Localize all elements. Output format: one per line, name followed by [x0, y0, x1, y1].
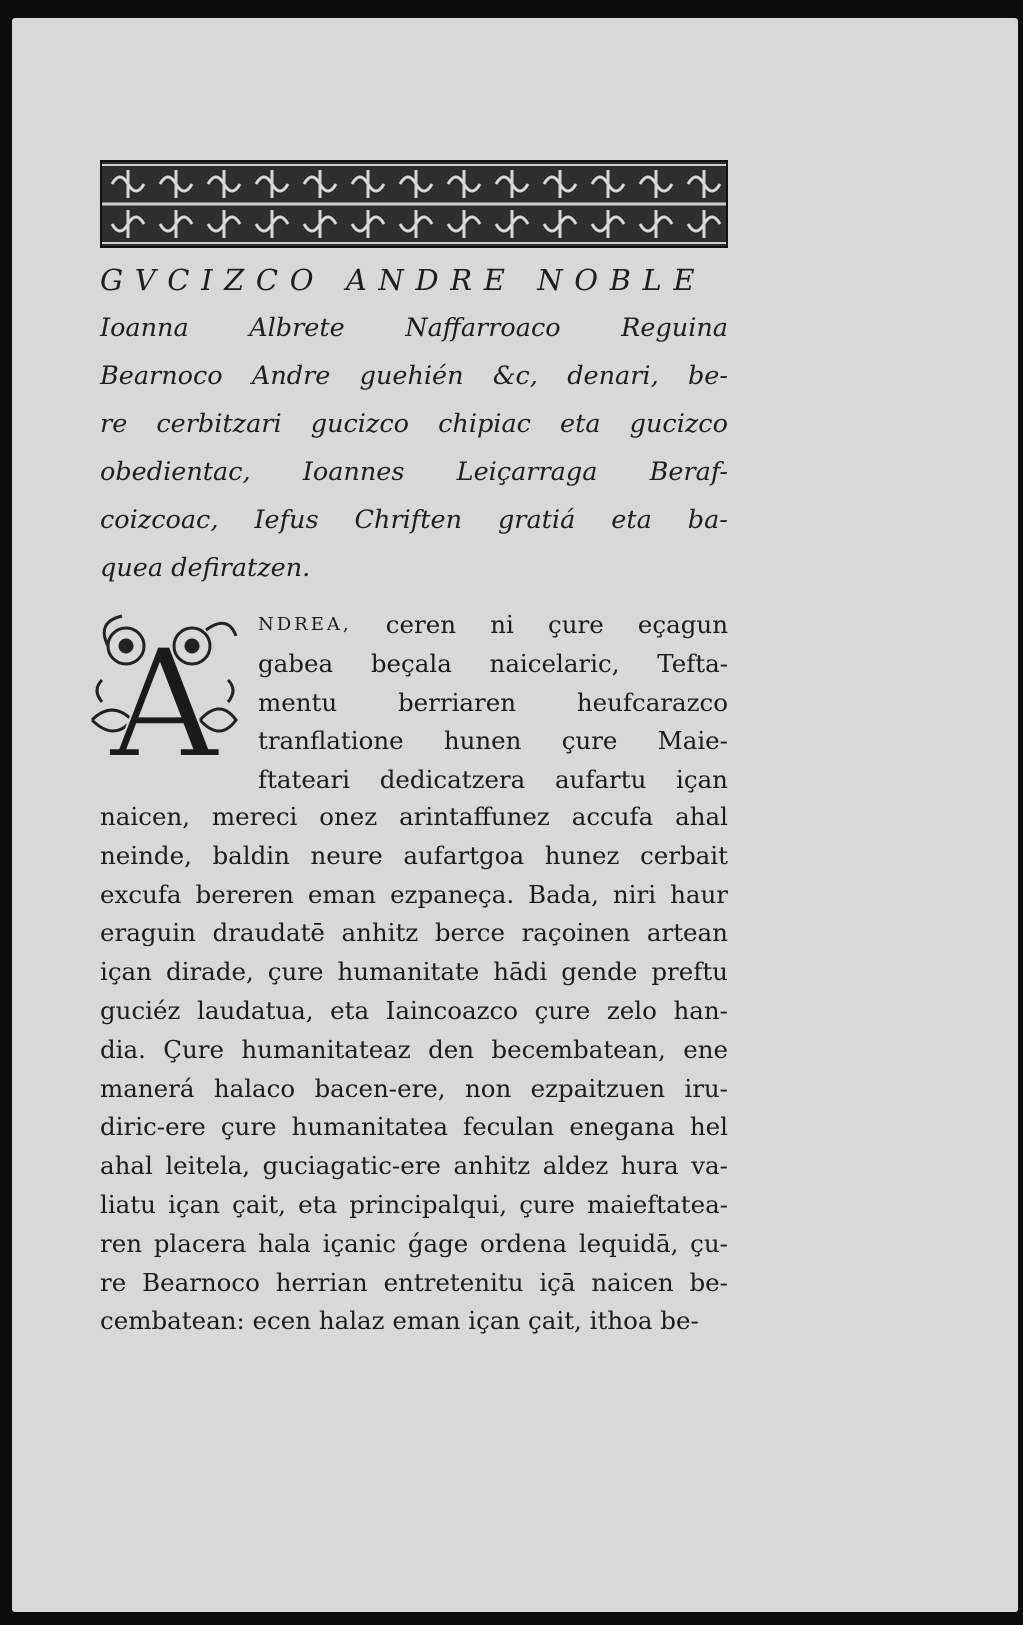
word: aldez — [542, 1151, 609, 1181]
word: Chriften — [354, 505, 462, 535]
word: içan — [676, 765, 728, 795]
word: heufcarazco — [576, 687, 728, 717]
word: Bearnoco — [100, 361, 223, 391]
word: içan — [468, 1306, 521, 1336]
text-line — [258, 645, 728, 684]
word: mereci — [211, 802, 298, 831]
word: Iaincoazco — [385, 995, 519, 1025]
word: berce — [434, 918, 505, 948]
word: hura — [620, 1151, 679, 1181]
word: manerá — [100, 1073, 195, 1103]
word: va- — [691, 1151, 728, 1181]
text-line — [100, 876, 728, 915]
word: liatu — [100, 1189, 156, 1219]
word: &c, — [492, 361, 538, 391]
word: ceren — [385, 610, 457, 639]
word: entretenitu — [383, 1267, 524, 1297]
word: cerbait — [640, 840, 728, 870]
word: dia. — [100, 1034, 146, 1064]
word: içan — [100, 957, 152, 987]
word: ecen — [252, 1306, 312, 1336]
word: hunen — [443, 726, 522, 756]
word: Çure — [163, 1034, 225, 1064]
word: gucizco — [310, 409, 410, 439]
word: gucizco — [629, 409, 728, 439]
word: Bada, — [528, 879, 599, 909]
word: placera — [153, 1228, 247, 1258]
word: haur — [670, 879, 728, 909]
decorated-initial-a-icon — [88, 610, 240, 768]
text-line — [100, 544, 728, 592]
word: niri — [612, 879, 657, 909]
text-line — [100, 1147, 728, 1186]
word: zelo — [606, 995, 657, 1025]
page-content — [86, 160, 726, 1341]
word: dirade, — [165, 957, 254, 987]
text-line — [100, 1225, 728, 1264]
word: enegana — [569, 1112, 675, 1142]
word: be- — [660, 1306, 699, 1336]
heading-lines — [100, 304, 728, 592]
word: arintaffunez — [399, 802, 550, 831]
word: Maie- — [657, 726, 728, 756]
word: naicelaric, — [489, 648, 620, 678]
word: çure — [267, 957, 324, 987]
word: eçagun — [637, 610, 728, 639]
word: anhitz — [341, 918, 419, 948]
text-line — [100, 448, 728, 496]
word: humanitate — [337, 957, 480, 987]
word: gabea — [258, 648, 334, 678]
word: aufartu — [554, 765, 647, 795]
word: neure — [310, 840, 383, 870]
word: çu- — [690, 1228, 728, 1258]
word: neinde, — [100, 840, 192, 870]
word: NDREA, — [258, 614, 352, 635]
word: ǵage — [407, 1228, 469, 1258]
word: chipiac — [438, 409, 531, 439]
word: mentu — [258, 687, 338, 717]
word: gratiá — [497, 505, 576, 535]
text-line — [258, 722, 728, 761]
word: ezpaitzuen — [530, 1073, 665, 1103]
word: preftu — [651, 957, 728, 987]
word: halaz — [318, 1306, 385, 1336]
word: içan — [168, 1189, 221, 1219]
headpiece-ornament-icon — [102, 162, 726, 246]
word: eraguin — [100, 918, 196, 948]
word: cembatean: — [100, 1306, 245, 1336]
text-line — [100, 953, 728, 992]
word: defiratzen. — [171, 553, 311, 583]
dedication-body — [100, 606, 728, 1341]
word: çure — [220, 1112, 277, 1142]
word: accufa — [571, 802, 654, 831]
text-line — [100, 992, 728, 1031]
word: Albrete — [249, 313, 345, 343]
word: dedicatzera — [379, 765, 526, 795]
word: bereren — [195, 879, 294, 909]
text-line — [258, 761, 728, 800]
word: çait, — [528, 1306, 582, 1336]
word: Leiçarraga — [456, 457, 598, 487]
word: naicen — [591, 1267, 674, 1297]
word: içanic — [322, 1228, 397, 1258]
word: obedientac, — [100, 457, 251, 487]
word: içā — [539, 1267, 576, 1297]
word: eman — [307, 879, 377, 909]
word: humanitateaz — [241, 1034, 411, 1064]
word: ithoa — [589, 1306, 653, 1336]
word: Reguina — [621, 313, 728, 343]
word: onez — [319, 802, 378, 831]
word: hunez — [544, 840, 620, 870]
word: Ioannes — [302, 457, 405, 487]
word: coizcoac, — [100, 505, 219, 535]
word: beçala — [370, 648, 452, 678]
text-line — [258, 684, 728, 723]
text-line — [100, 496, 728, 544]
word: lequidā, — [578, 1228, 679, 1258]
word: Naffarroaco — [405, 313, 561, 343]
word: ordena — [480, 1228, 568, 1258]
word: Andre — [251, 361, 331, 391]
word: tranflatione — [258, 726, 404, 756]
word: Bearnoco — [142, 1267, 260, 1297]
word: excufa — [100, 879, 182, 909]
word: re — [100, 1267, 127, 1297]
word: iru- — [684, 1073, 728, 1103]
word: draudatē — [212, 918, 325, 948]
text-line — [100, 1264, 728, 1303]
text-line — [100, 837, 728, 876]
text-line — [100, 1031, 728, 1070]
word: eta — [611, 505, 652, 535]
word: denari, — [567, 361, 659, 391]
word: çure — [519, 1189, 575, 1219]
ornamental-headpiece — [100, 160, 728, 248]
word: hel — [689, 1112, 728, 1142]
word: Beraf- — [649, 457, 728, 487]
word: Tefta- — [657, 648, 728, 678]
word: çure — [561, 726, 618, 756]
word: den — [428, 1034, 475, 1064]
full-lines-block — [100, 798, 728, 1341]
word: çure — [534, 995, 591, 1025]
word: non — [464, 1073, 512, 1103]
word: eta — [298, 1189, 338, 1219]
book-page — [12, 18, 1018, 1612]
text-line — [100, 1302, 728, 1341]
dedication-heading — [100, 256, 728, 592]
word: Iefus — [254, 505, 319, 535]
word: naicen, — [100, 802, 191, 831]
text-line — [100, 1186, 728, 1225]
word: bacen-ere, — [314, 1073, 446, 1103]
word: cerbitzari — [156, 409, 282, 439]
initial-letter: A — [109, 618, 219, 768]
word: eman — [392, 1306, 461, 1336]
word: principalqui, — [349, 1189, 508, 1219]
word: ahal — [675, 802, 728, 831]
text-line — [100, 914, 728, 953]
word: ren — [100, 1228, 142, 1258]
word: anhitz — [453, 1151, 531, 1181]
text-line — [100, 352, 728, 400]
word: çure — [548, 610, 604, 639]
word: becembatean, — [491, 1034, 666, 1064]
word: laudatua, — [197, 995, 314, 1025]
word: quea — [100, 553, 164, 583]
heading-title: GVCIZCO ANDRE NOBLE — [100, 263, 707, 297]
word: halaco — [213, 1073, 296, 1103]
text-line — [100, 400, 728, 448]
word: raçoinen — [521, 918, 631, 948]
word: re — [100, 409, 128, 439]
word: be- — [687, 361, 728, 391]
word: feculan — [463, 1112, 555, 1142]
word: be- — [689, 1267, 728, 1297]
word: guehién — [359, 361, 464, 391]
word: ba- — [687, 505, 728, 535]
word: humanitatea — [291, 1112, 448, 1142]
word: herrian — [275, 1267, 368, 1297]
word: berriaren — [397, 687, 517, 717]
word: leitela, — [165, 1151, 251, 1181]
word: hādi — [493, 957, 548, 987]
word: han- — [673, 995, 728, 1025]
text-line — [258, 606, 728, 645]
word: ahal — [100, 1151, 153, 1181]
text-line — [100, 304, 728, 352]
word: ftateari — [258, 765, 351, 795]
text-line — [100, 1070, 728, 1109]
first-lines-block — [258, 606, 728, 800]
opening-paragraph — [100, 606, 728, 798]
word: ene — [683, 1034, 728, 1064]
word: gende — [561, 957, 638, 987]
word: eta — [330, 995, 370, 1025]
word: ezpaneça. — [390, 879, 515, 909]
word: aufartgoa — [403, 840, 525, 870]
text-line — [100, 1108, 728, 1147]
word: eta — [560, 409, 601, 439]
word: hala — [258, 1228, 311, 1258]
word: maieftatea- — [587, 1189, 728, 1219]
word: diric-ere — [100, 1112, 206, 1142]
word: Ioanna — [100, 313, 189, 343]
word: guciagatic-ere — [262, 1151, 441, 1181]
word: baldin — [212, 840, 290, 870]
word: ni — [490, 610, 514, 639]
word: çait, — [232, 1189, 286, 1219]
word: artean — [646, 918, 728, 948]
word: guciéz — [100, 995, 181, 1025]
text-line — [100, 798, 728, 837]
